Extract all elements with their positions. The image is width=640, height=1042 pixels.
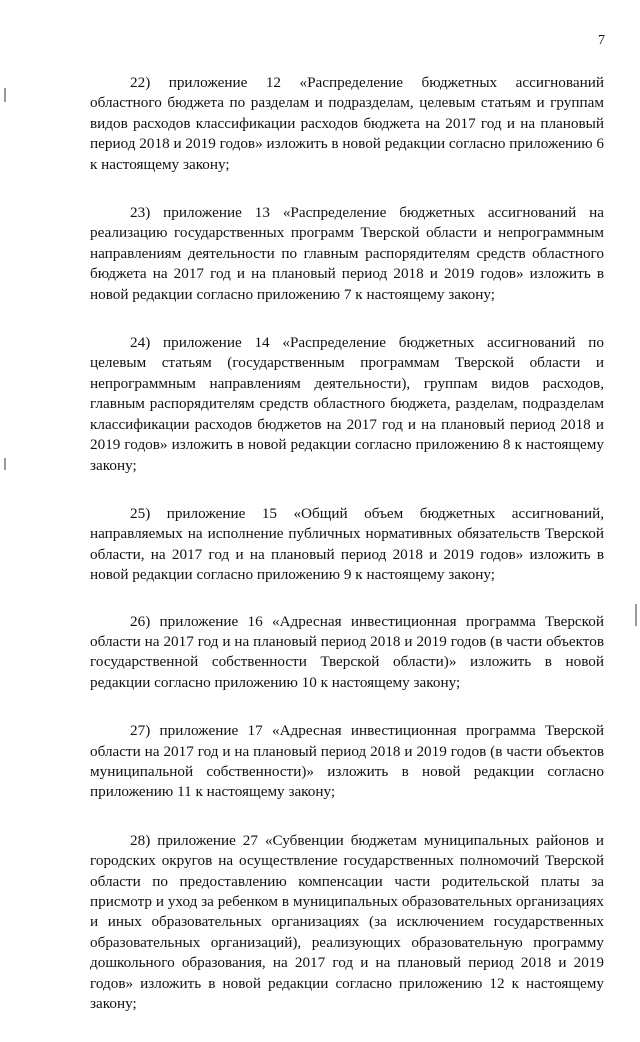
document-body bbox=[90, 73, 604, 1042]
paragraph-item-22: 22) приложение 12 «Распределение бюджетных ассигнований областного бюджета по разделам и подразделам, целевым статьям и группам видов расходов классификации расходов бюджета на 2017 год и на плановый период 2018 и 2019 годов» изложить в новой редакции согласно приложению 6 к настоящему закону; bbox=[90, 74, 604, 173]
paragraph-item-28: 28) приложение 27 «Субвенции бюджетам муниципальных районов и городских округов на осуществление государственных полномочий Тверской области по предоставлению компенсации части родительской платы за присмотр и уход за ребенком в муниципальных образовательных организациях и иных образовательных организациях (за исключением государственных образовательных организаций), реализующих образовательную программу дошкольного образования, на 2017 год и на плановый период 2018 и 2019 годов» изложить в новой редакции согласно приложению 12 к настоящему закону; bbox=[90, 831, 604, 1013]
scan-edge-mark bbox=[4, 458, 6, 470]
paragraph-item-25: 25) приложение 15 «Общий объем бюджетных ассигнований, направляемых на исполнение публичных нормативных обязательств Тверской области, на 2017 год и на плановый период 2018 и 2019 годов» изложить в новой редакции согласно приложению 9 к настоящему закону; bbox=[90, 504, 604, 584]
scan-edge-mark bbox=[4, 88, 6, 102]
paragraph-item-24: 24) приложение 14 «Распределение бюджетных ассигнований по целевым статьям (государственным программам Тверской области и непрограммным направлениям деятельности), группам видов расходов, главным распорядителям средств областного бюджета, разделам, подразделам классификации расходов бюджетов на 2017 год и на плановый период 2018 и 2019 годов» изложить в новой редакции согласно приложению 8 к настоящему закону; bbox=[90, 334, 604, 474]
page-number: 7 bbox=[598, 33, 605, 48]
paragraph-item-23: 23) приложение 13 «Распределение бюджетных ассигнований на реализацию государственных программ Тверской области и непрограммным направлениям деятельности по главным распорядителям средств областного бюджета на 2017 год и на плановый период 2018 и 2019 годов» изложить в новой редакции согласно приложению 7 к настоящему закону; bbox=[90, 204, 604, 303]
paragraph-item-27: 27) приложение 17 «Адресная инвестиционная программа Тверской области на 2017 год и на плановый период 2018 и 2019 годов (в части объектов муниципальной собственности)» изложить в новой редакции согласно приложению 11 к настоящему закону; bbox=[90, 722, 604, 801]
paragraph-item-26: 26) приложение 16 «Адресная инвестиционная программа Тверской области на 2017 год и на плановый период 2018 и 2019 годов (в части объектов государственной собственности Тверской области)» изложить в новой редакции согласно приложению 10 к настоящему закону; bbox=[90, 612, 604, 691]
scan-edge-mark bbox=[635, 604, 637, 626]
